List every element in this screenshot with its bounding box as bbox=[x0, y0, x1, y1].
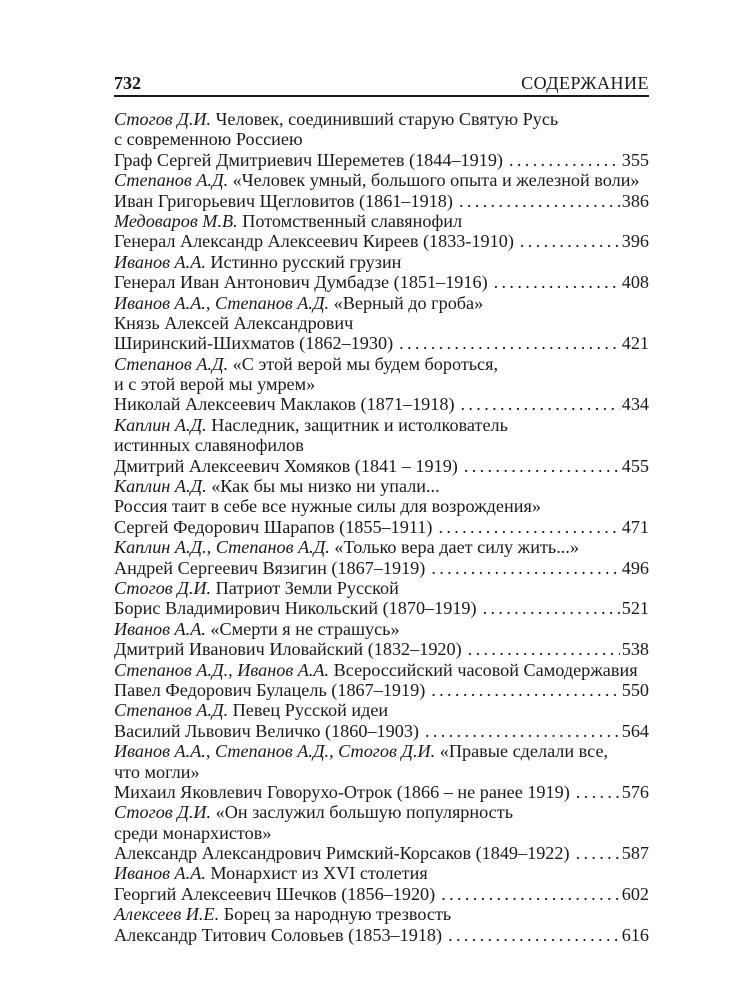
entry-author: Каплин А.Д., Степанов А.Д. bbox=[114, 537, 330, 558]
entry-title: среди монархистов» bbox=[114, 822, 272, 843]
entry-title-line bbox=[114, 578, 649, 598]
entry-page-number[interactable]: 496 bbox=[621, 557, 649, 578]
entry-title-line bbox=[114, 823, 649, 843]
entry-title: Патриот Земли Русской bbox=[215, 577, 399, 598]
entry-title: Монархист из XVI столетия bbox=[210, 863, 428, 884]
entry-page-number[interactable]: 386 bbox=[621, 190, 649, 211]
entry-page-number[interactable]: 355 bbox=[621, 149, 649, 170]
entry-page-number[interactable]: 538 bbox=[621, 639, 649, 660]
entry-subject: Михаил Яковлевич Говорухо-Отрок (1866 – не ранее 1919) bbox=[114, 781, 570, 802]
entry-author: Каплин А.Д. bbox=[114, 476, 207, 497]
entry-subject: Павел Федорович Булацель (1867–1919) bbox=[114, 679, 426, 700]
entry-subject-line bbox=[114, 333, 649, 353]
entry-page-number[interactable]: 434 bbox=[621, 394, 649, 415]
header-rule bbox=[114, 95, 649, 97]
section-title: СОДЕРЖАНИЕ bbox=[521, 73, 649, 93]
toc-entry[interactable] bbox=[114, 802, 649, 863]
entry-author: Степанов А.Д. bbox=[114, 700, 229, 721]
entry-subject-line bbox=[114, 843, 649, 863]
dot-leader bbox=[438, 517, 619, 537]
dot-leader bbox=[425, 721, 620, 741]
entry-page-number[interactable]: 471 bbox=[621, 516, 649, 537]
dot-leader bbox=[431, 680, 619, 700]
entry-title-line bbox=[114, 496, 649, 516]
entry-title: Россия таит в себе все нужные силы для возрождения» bbox=[114, 496, 541, 517]
entry-subject-line bbox=[114, 394, 649, 414]
toc-entry[interactable] bbox=[114, 415, 649, 476]
entry-author: Медоваров М.В. bbox=[114, 210, 238, 231]
entry-subject: Борис Владимирович Никольский (1870–1919) bbox=[114, 598, 477, 619]
toc-entry[interactable] bbox=[114, 660, 649, 701]
table-of-contents bbox=[114, 109, 649, 945]
entry-author: Стогов Д.И. bbox=[114, 109, 212, 129]
entry-title-line bbox=[114, 863, 649, 883]
entry-title-line bbox=[114, 211, 649, 231]
entry-title-line bbox=[114, 619, 649, 639]
entry-title: «Человек умный, большого опыта и железной воли» bbox=[232, 170, 640, 191]
entry-subject: Дмитрий Алексеевич Хомяков (1841 – 1919) bbox=[114, 455, 458, 476]
entry-title: Истинно русский грузин bbox=[210, 251, 402, 272]
entry-author: Степанов А.Д. bbox=[114, 353, 229, 374]
entry-title: «Правые сделали все, bbox=[439, 741, 609, 762]
toc-entry[interactable] bbox=[114, 863, 649, 904]
entry-subject: Георгий Алексеевич Шечков (1856–1920) bbox=[114, 883, 436, 904]
entry-subject-line bbox=[114, 558, 649, 578]
entry-page-number[interactable]: 408 bbox=[621, 272, 649, 293]
entry-title-line bbox=[114, 904, 649, 924]
entry-subject: Александр Титович Соловьев (1853–1918) bbox=[114, 924, 443, 945]
entry-page-number[interactable]: 576 bbox=[621, 781, 649, 802]
entry-title-line bbox=[114, 476, 649, 496]
entry-subject: Ширинский-Шихматов (1862–1930) bbox=[114, 333, 394, 354]
entry-subject: Василий Львович Величко (1860–1903) bbox=[114, 720, 419, 741]
entry-subject-line bbox=[114, 721, 649, 741]
entry-page-number[interactable]: 396 bbox=[621, 231, 649, 252]
toc-entry[interactable] bbox=[114, 354, 649, 415]
entry-page-number[interactable]: 616 bbox=[621, 924, 649, 945]
dot-leader bbox=[431, 558, 619, 578]
entry-title-line bbox=[114, 170, 649, 190]
dot-leader bbox=[448, 925, 620, 945]
entry-title: «Верный до гроба» bbox=[333, 292, 484, 313]
entry-author: Иванов А.А. bbox=[114, 618, 206, 639]
entry-title-line bbox=[114, 109, 649, 129]
entry-title: Певец Русской идеи bbox=[232, 700, 389, 721]
entry-title-line bbox=[114, 660, 649, 680]
entry-title-line bbox=[114, 762, 649, 782]
running-header bbox=[114, 70, 649, 94]
entry-subject: Дмитрий Иванович Иловайский (1832–1920) bbox=[114, 639, 462, 660]
entry-title: «Как бы мы низко ни упали... bbox=[211, 476, 440, 497]
entry-page-number[interactable]: 602 bbox=[621, 883, 649, 904]
entry-subject-line bbox=[114, 272, 649, 292]
entry-title-line bbox=[114, 802, 649, 822]
entry-title-line bbox=[114, 700, 649, 720]
toc-entry[interactable] bbox=[114, 619, 649, 660]
entry-subject-line bbox=[114, 517, 649, 537]
entry-subject-line bbox=[114, 191, 649, 211]
entry-subject-line bbox=[114, 925, 649, 945]
dot-leader bbox=[464, 456, 620, 476]
entry-subject: Андрей Сергеевич Вязигин (1867–1919) bbox=[114, 557, 426, 578]
entry-author: Алексеев И.Е. bbox=[114, 904, 220, 925]
entry-author: Степанов А.Д., Иванов А.А. bbox=[114, 659, 330, 680]
entry-title-line bbox=[114, 537, 649, 557]
entry-title: «Только вера дает силу жить...» bbox=[334, 537, 579, 558]
entry-subject: Иван Григорьевич Щегловитов (1861–1918) bbox=[114, 190, 453, 211]
dot-leader bbox=[441, 884, 620, 904]
entry-subject: Генерал Александр Алексеевич Киреев (1833-1910) bbox=[114, 231, 514, 252]
entry-title-line bbox=[114, 293, 649, 313]
toc-entry[interactable] bbox=[114, 741, 649, 802]
entry-author: Иванов А.А., Степанов А.Д. bbox=[114, 292, 330, 313]
toc-entry[interactable] bbox=[114, 170, 649, 211]
entry-page-number[interactable]: 455 bbox=[621, 455, 649, 476]
entry-title: что могли» bbox=[114, 761, 200, 782]
entry-title: Потомственный славянофил bbox=[242, 210, 463, 231]
dot-leader bbox=[509, 150, 620, 170]
entry-page-number[interactable]: 421 bbox=[621, 333, 649, 354]
dot-leader bbox=[399, 333, 620, 353]
dot-leader bbox=[520, 231, 620, 251]
entry-subject: Николай Алексеевич Маклаков (1871–1918) bbox=[114, 394, 455, 415]
toc-entry[interactable] bbox=[114, 211, 649, 252]
entry-author: Иванов А.А. bbox=[114, 251, 206, 272]
entry-subject-line bbox=[114, 150, 649, 170]
entry-title: истинных славянофилов bbox=[114, 435, 304, 456]
dot-leader bbox=[483, 598, 620, 618]
entry-title: «С этой верой мы будем бороться, bbox=[232, 353, 499, 374]
dot-leader bbox=[461, 394, 620, 414]
entry-author: Стогов Д.И. bbox=[114, 577, 212, 598]
dot-leader bbox=[468, 639, 620, 659]
entry-author: Иванов А.А. bbox=[114, 863, 206, 884]
entry-title: Человек, соединивший старую Святую Русь bbox=[215, 109, 559, 129]
entry-subject-line bbox=[114, 639, 649, 659]
entry-title-line bbox=[114, 374, 649, 394]
entry-author: Каплин А.Д. bbox=[114, 414, 207, 435]
dot-leader bbox=[494, 272, 620, 292]
entry-title-line bbox=[114, 415, 649, 435]
entry-title: Всероссийский часовой Самодержавия bbox=[333, 659, 638, 680]
entry-title-line bbox=[114, 129, 649, 149]
entry-author: Иванов А.А., Степанов А.Д., Стогов Д.И. bbox=[114, 741, 436, 762]
toc-entry[interactable] bbox=[114, 700, 649, 741]
toc-entry[interactable] bbox=[114, 293, 649, 354]
entry-title: Наследник, защитник и истолкователь bbox=[211, 414, 508, 435]
entry-author: Степанов А.Д. bbox=[114, 170, 229, 191]
entry-subject-line bbox=[114, 598, 649, 618]
entry-title: «Он заслужил большую популярность bbox=[215, 802, 513, 823]
toc-entry[interactable] bbox=[114, 537, 649, 578]
entry-title-line bbox=[114, 435, 649, 455]
toc-entry[interactable] bbox=[114, 476, 649, 537]
entry-title: «Смерти я не страшусь» bbox=[210, 618, 400, 639]
entry-title-line bbox=[114, 741, 649, 761]
entry-page-number[interactable]: 564 bbox=[621, 720, 649, 741]
toc-entry[interactable] bbox=[114, 109, 649, 170]
toc-entry[interactable] bbox=[114, 578, 649, 619]
entry-title: с современною Россиею bbox=[114, 129, 303, 150]
entry-subject: Александр Александрович Римский-Корсаков (1849–1922) bbox=[114, 843, 570, 864]
entry-subject: Сергей Федорович Шарапов (1855–1911) bbox=[114, 516, 433, 537]
dot-leader bbox=[576, 782, 620, 802]
toc-entry[interactable] bbox=[114, 252, 649, 293]
entry-subject: Генерал Иван Антонович Думбадзе (1851–1916) bbox=[114, 272, 488, 293]
entry-title: и с этой верой мы умрем» bbox=[114, 374, 316, 395]
entry-subject-line bbox=[114, 456, 649, 476]
entry-page-number[interactable]: 587 bbox=[621, 843, 649, 864]
entry-title-line bbox=[114, 354, 649, 374]
entry-subject: Граф Сергей Дмитриевич Шереметев (1844–1919) bbox=[114, 149, 503, 170]
entry-page-number[interactable]: 550 bbox=[621, 679, 649, 700]
entry-subject-line bbox=[114, 231, 649, 251]
dot-leader bbox=[459, 191, 620, 211]
entry-title-line bbox=[114, 252, 649, 272]
entry-page-number[interactable]: 521 bbox=[621, 598, 649, 619]
dot-leader bbox=[576, 843, 620, 863]
entry-subject-line bbox=[114, 680, 649, 700]
entry-title: Борец за народную трезвость bbox=[223, 904, 452, 925]
entry-subject-line bbox=[114, 782, 649, 802]
page-number: 732 bbox=[114, 73, 141, 93]
toc-entry[interactable] bbox=[114, 904, 649, 945]
entry-subject: Князь Алексей Александрович bbox=[114, 312, 354, 333]
entry-subject-line bbox=[114, 884, 649, 904]
entry-author: Стогов Д.И. bbox=[114, 802, 212, 823]
